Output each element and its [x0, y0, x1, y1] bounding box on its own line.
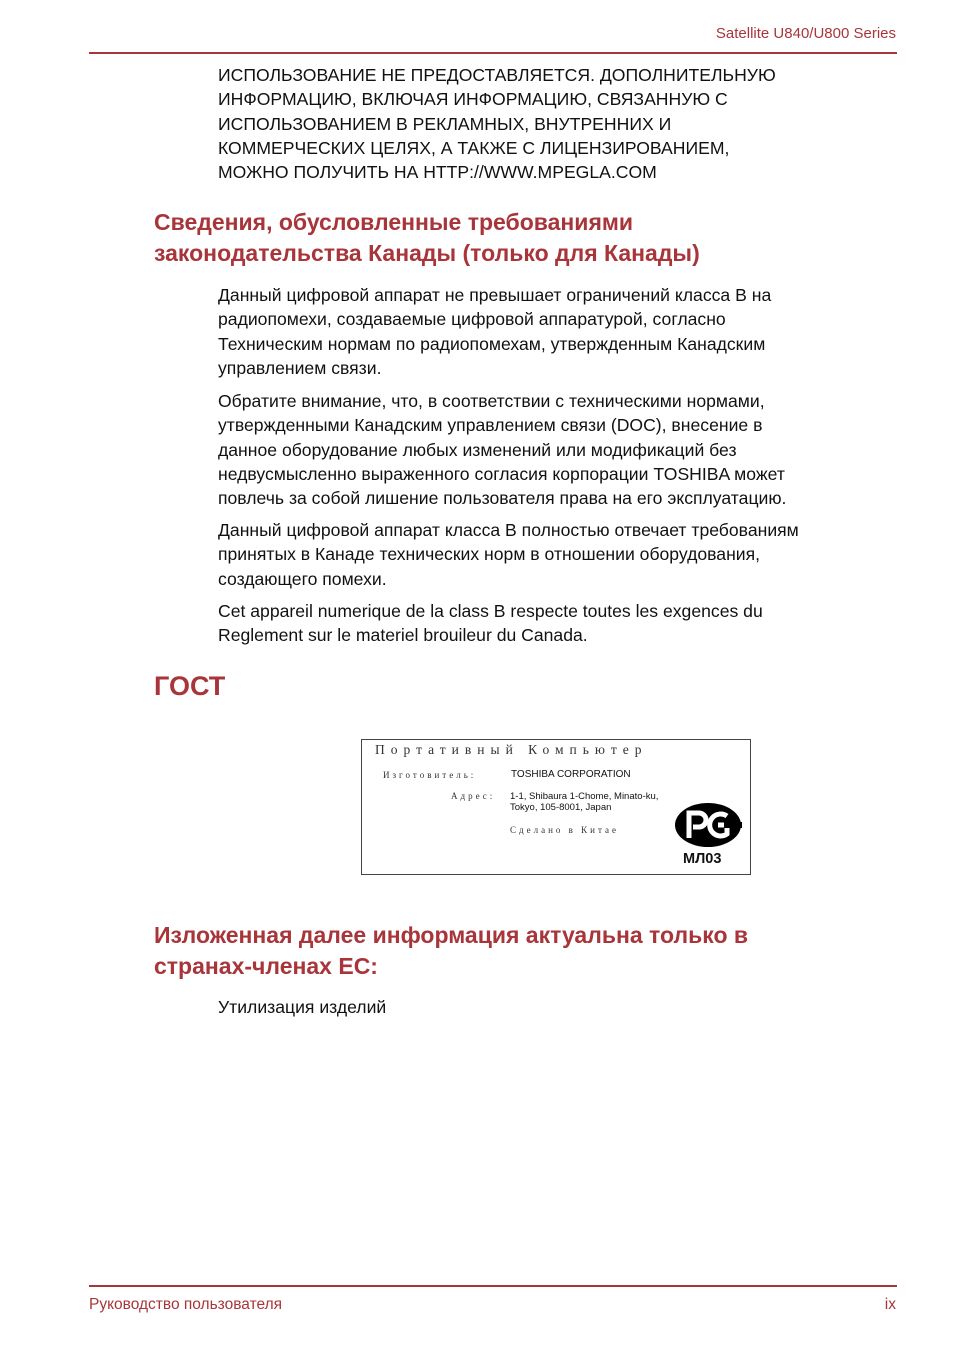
license-line: ИНФОРМАЦИЮ, ВКЛЮЧАЯ ИНФОРМАЦИЮ, СВЯЗАННУЮ С	[218, 89, 728, 110]
text-line: повлечь за собой лишение пользователя права на его эксплуатацию.	[218, 488, 787, 509]
gost-maker-value: TOSHIBA CORPORATION	[511, 769, 631, 780]
gost-cert-code: МЛ03	[683, 851, 722, 867]
eu-heading-line: странах-членах ЕС:	[154, 953, 378, 979]
gost-address-line: 1-1, Shibaura 1-Chome, Minato-ku,	[510, 791, 659, 802]
canada-heading-line: законодательства Канады (только для Канады)	[154, 240, 700, 266]
text-line: создающего помехи.	[218, 568, 387, 589]
gost-address-line: Tokyo, 105-8001, Japan	[510, 802, 612, 813]
text-line: Данный цифровой аппарат класса B полностью отвечает требованиям	[218, 520, 799, 540]
text-line: данное оборудование любых изменений или модификаций без	[218, 439, 737, 460]
text-line: недвусмысленно выраженного согласия корпорации TOSHIBA может	[218, 463, 785, 484]
text-line: радиопомехи, создаваемые цифровой аппаратурой, согласно	[218, 309, 726, 330]
text-line: Утилизация изделий	[218, 997, 387, 1017]
text-line: Reglement sur le materiel brouileur du Canada.	[218, 625, 588, 646]
license-line: КОММЕРЧЕСКИХ ЦЕЛЯХ, А ТАКЖЕ С ЛИЦЕНЗИРОВАНИЕМ,	[218, 137, 730, 158]
gost-label	[361, 739, 751, 875]
text-line: утвержденными Канадским управлением связи (DOC), внесение в	[218, 415, 763, 436]
eu-heading-line: Изложенная далее информация актуальна только в	[154, 922, 749, 948]
canada-paragraph-2	[218, 389, 908, 510]
footer-rule	[89, 1285, 897, 1287]
canada-paragraph-1	[218, 283, 908, 380]
canada-heading	[154, 207, 914, 269]
page-number: ix	[884, 1296, 896, 1313]
license-line: МОЖНО ПОЛУЧИТЬ НА HTTP://WWW.MPEGLA.COM	[218, 162, 657, 183]
gost-address-label: Адрес:	[451, 791, 496, 801]
footer-title: Руководство пользователя	[89, 1296, 283, 1313]
gost-maker-label: Изготовитель:	[383, 770, 477, 780]
rst-certification-icon	[672, 800, 744, 850]
license-paragraph	[218, 63, 908, 184]
canada-heading-line: Сведения, обусловленные требованиями	[154, 209, 634, 235]
running-header: Satellite U840/U800 Series	[715, 25, 896, 42]
text-line: Cet appareil numerique de la class B respecte toutes les exgences du	[218, 601, 763, 621]
text-line: принятых в Канаде технических норм в отношении оборудования,	[218, 544, 761, 565]
text-line: управлением связи.	[218, 357, 382, 378]
text-line: Данный цифровой аппарат не превышает ограничений класса B на	[218, 285, 772, 305]
eu-heading	[154, 920, 914, 982]
header-rule	[89, 52, 897, 54]
license-line: ИСПОЛЬЗОВАНИЕМ В РЕКЛАМНЫХ, ВНУТРЕННИХ И	[218, 113, 672, 134]
gost-made-in: Сделано в Китае	[510, 825, 619, 835]
eu-text	[218, 995, 908, 1019]
gost-heading: ГОСТ	[154, 671, 226, 701]
text-line: Техническим нормам по радиопомехам, утвержденным Канадским	[218, 333, 766, 354]
canada-paragraph-french	[218, 599, 908, 648]
text-line: Обратите внимание, что, в соответствии с техническими нормами,	[218, 391, 765, 411]
canada-paragraph-3	[218, 518, 908, 591]
gost-label-title: Портативный Компьютер	[375, 742, 648, 757]
license-line: ИСПОЛЬЗОВАНИЕ НЕ ПРЕДОСТАВЛЯЕТСЯ. ДОПОЛНИТЕЛЬНУЮ	[218, 65, 776, 85]
